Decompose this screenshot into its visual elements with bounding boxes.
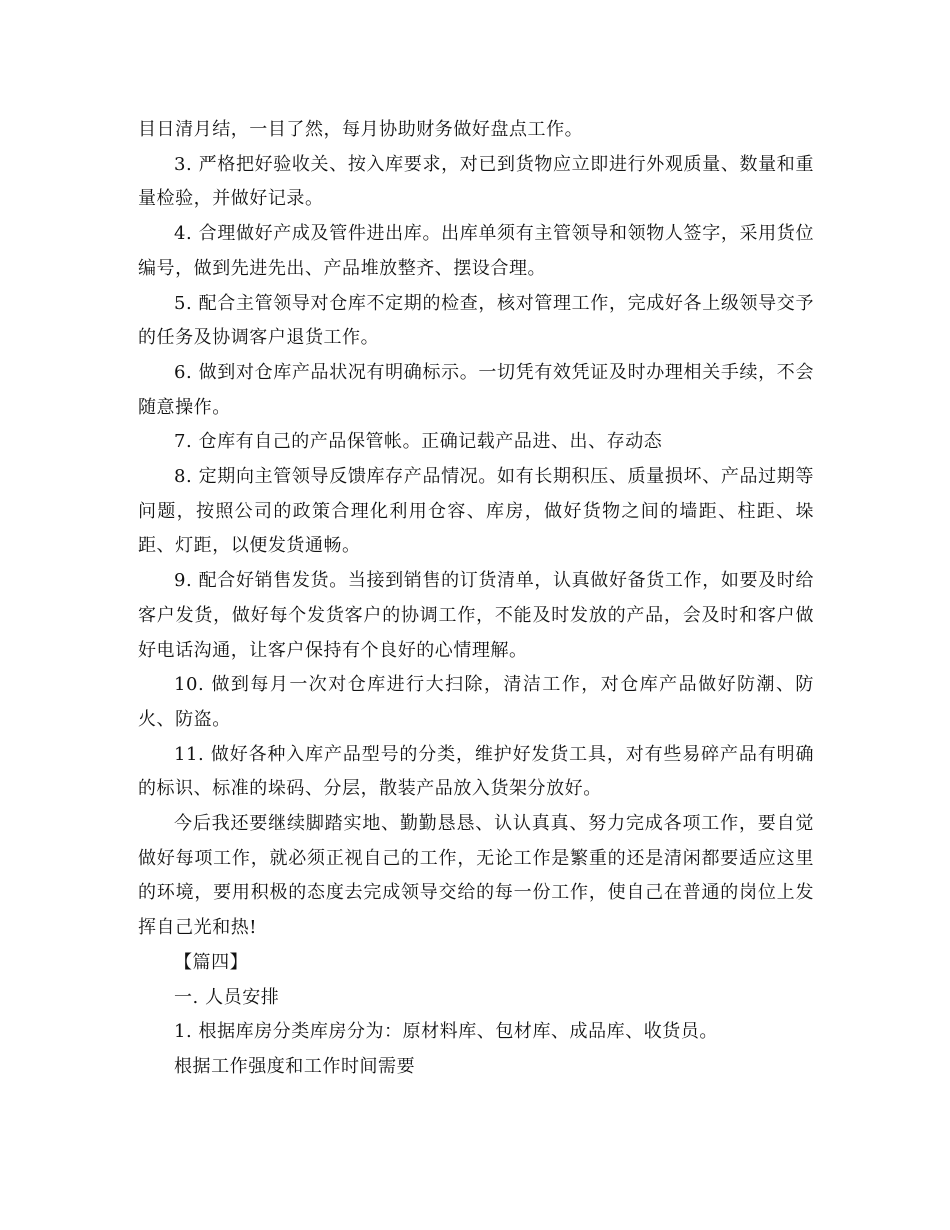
paragraph-14: 根据工作强度和工作时间需要 — [174, 1055, 416, 1077]
paragraph-9: 11. 做好各种入库产品型号的分类，维护好发货工具，对有些易碎产品有明确的标识、标准的垛码、分层，散装产品放入货架分放好。 — [138, 743, 814, 800]
subsection-heading: 一. 人员安排 — [174, 986, 280, 1008]
document-body — [138, 113, 814, 1085]
paragraph-7: 9. 配合好销售发货。当接到销售的订货清单，认真做好备货工作，如要及时给客户发货，做好每个发货客户的协调工作，不能及时发放的产品，会及时和客户做好电话沟通，让客户保持有个良好的心情理解。 — [138, 570, 814, 661]
paragraph-6: 8. 定期向主管领导反馈库存产品情况。如有长期积压、质量损坏、产品过期等问题，按照公司的政策合理化利用仓容、库房，做好货物之间的墙距、柱距、垛距、灯距，以便发货通畅。 — [138, 466, 814, 557]
paragraph-10: 今后我还要继续脚踏实地、勤勤恳恳、认认真真、努力完成各项工作，要自觉做好每项工作，就必须正视自己的工作，无论工作是繁重的还是清闲都要适应这里的环境，要用积极的态度去完成领导交给的每一份工作，使自己在普通的岗位上发挥自己光和热! — [138, 813, 814, 939]
paragraph-8: 10. 做到每月一次对仓库进行大扫除，清洁工作，对仓库产品做好防潮、防火、防盗。 — [138, 674, 814, 730]
paragraph-5: 7. 仓库有自己的产品保管帐。正确记载产品进、出、存动态 — [174, 431, 663, 453]
section-heading: 【篇四】 — [174, 951, 249, 973]
paragraph-2: 4. 合理做好产成及管件进出库。出库单须有主管领导和领物人签字，采用货位编号，做到先进先出、产品堆放整齐、摆设合理。 — [138, 223, 814, 279]
paragraph-0: 目日清月结，一目了然，每月协助财务做好盘点工作。 — [138, 119, 584, 140]
paragraph-4: 6. 做到对仓库产品状况有明确标示。一切凭有效凭证及时办理相关手续，不会随意操作。 — [138, 361, 814, 418]
paragraph-13: 1. 根据库房分类库房分为：原材料库、包材库、成品库、收货员。 — [174, 1021, 718, 1043]
paragraph-1: 3. 严格把好验收关、按入库要求，对已到货物应立即进行外观质量、数量和重量检验，并做好记录。 — [138, 153, 814, 210]
paragraph-3: 5. 配合主管领导对仓库不定期的检查，核对管理工作，完成好各上级领导交予的任务及协调客户退货工作。 — [138, 292, 814, 349]
